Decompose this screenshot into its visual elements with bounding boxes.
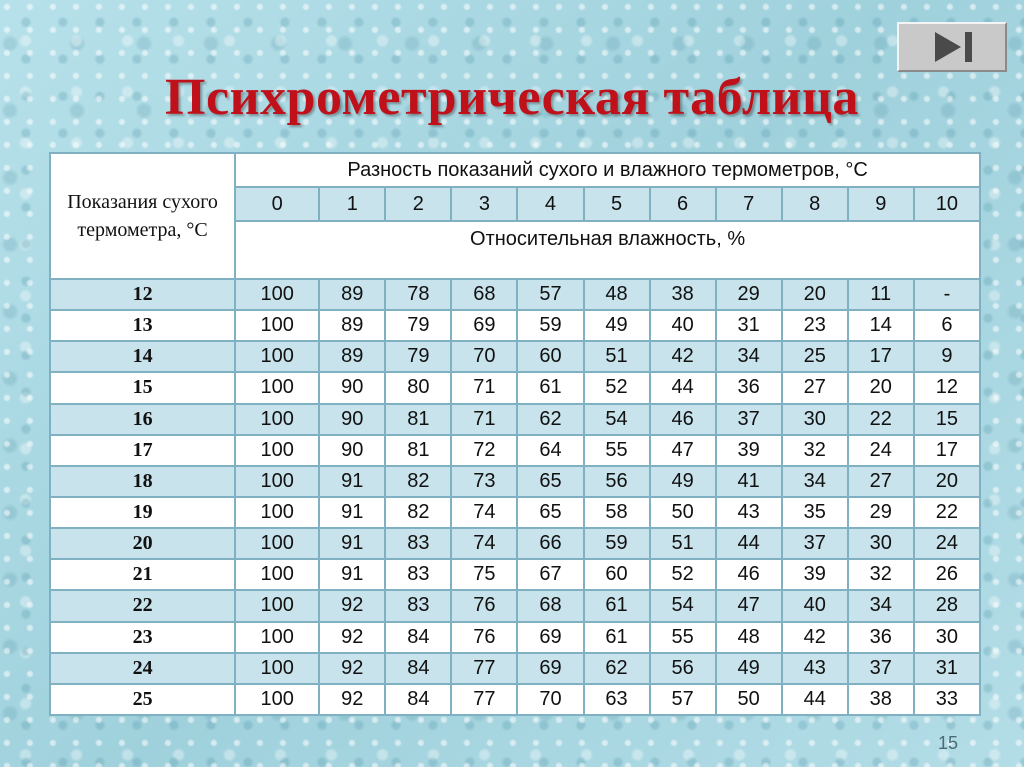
humidity-cell: 89 [319, 341, 385, 372]
humidity-cell: 78 [385, 279, 451, 310]
humidity-cell: 29 [716, 279, 782, 310]
humidity-cell: 11 [848, 279, 914, 310]
humidity-cell: 30 [914, 622, 980, 653]
humidity-cell: 61 [584, 590, 650, 621]
humidity-cell: 30 [848, 528, 914, 559]
humidity-cell: 55 [650, 622, 716, 653]
humidity-cell: 36 [848, 622, 914, 653]
humidity-cell: 42 [650, 341, 716, 372]
humidity-cell: 27 [782, 372, 848, 403]
humidity-cell: 84 [385, 684, 451, 715]
humidity-cell: 34 [716, 341, 782, 372]
humidity-cell: 32 [782, 435, 848, 466]
humidity-cell: 70 [517, 684, 583, 715]
temperature-cell: 15 [50, 372, 235, 403]
temperature-cell: 16 [50, 404, 235, 435]
humidity-cell: 91 [319, 559, 385, 590]
humidity-cell: 80 [385, 372, 451, 403]
humidity-cell: 12 [914, 372, 980, 403]
humidity-cell: 25 [782, 341, 848, 372]
humidity-cell: 83 [385, 559, 451, 590]
humidity-cell: 100 [235, 528, 319, 559]
humidity-cell: 55 [584, 435, 650, 466]
humidity-cell: 57 [517, 279, 583, 310]
humidity-cell: 35 [782, 497, 848, 528]
humidity-cell: 82 [385, 497, 451, 528]
humidity-cell: 79 [385, 341, 451, 372]
humidity-cell: 84 [385, 653, 451, 684]
humidity-cell: 61 [584, 622, 650, 653]
humidity-cell: 65 [517, 497, 583, 528]
table-row [50, 622, 980, 653]
humidity-cell: 84 [385, 622, 451, 653]
temperature-cell: 18 [50, 466, 235, 497]
humidity-cell: 92 [319, 653, 385, 684]
humidity-cell: 69 [451, 310, 517, 341]
humidity-cell: 100 [235, 372, 319, 403]
humidity-cell: 71 [451, 372, 517, 403]
difference-cell: 8 [782, 187, 848, 221]
humidity-cell: 82 [385, 466, 451, 497]
humidity-cell: 52 [584, 372, 650, 403]
humidity-cell: 26 [914, 559, 980, 590]
humidity-cell: 91 [319, 497, 385, 528]
humidity-cell: 58 [584, 497, 650, 528]
humidity-cell: 74 [451, 528, 517, 559]
humidity-cell: 52 [650, 559, 716, 590]
humidity-cell: 79 [385, 310, 451, 341]
table-row [50, 279, 980, 310]
humidity-cell: 44 [782, 684, 848, 715]
humidity-cell: 54 [584, 404, 650, 435]
humidity-cell: 68 [451, 279, 517, 310]
humidity-cell: 90 [319, 372, 385, 403]
humidity-cell: 100 [235, 341, 319, 372]
humidity-cell: 39 [716, 435, 782, 466]
humidity-cell: 54 [650, 590, 716, 621]
humidity-cell: 75 [451, 559, 517, 590]
humidity-cell: 6 [914, 310, 980, 341]
humidity-cell: 83 [385, 590, 451, 621]
difference-cell: 1 [319, 187, 385, 221]
temperature-cell: 17 [50, 435, 235, 466]
humidity-cell: 33 [914, 684, 980, 715]
humidity-cell: 42 [782, 622, 848, 653]
table-row [50, 404, 980, 435]
humidity-cell: 37 [716, 404, 782, 435]
humidity-cell: 59 [584, 528, 650, 559]
humidity-cell: 9 [914, 341, 980, 372]
humidity-cell: 20 [914, 466, 980, 497]
humidity-cell: 66 [517, 528, 583, 559]
humidity-cell: 100 [235, 310, 319, 341]
temperature-cell: 12 [50, 279, 235, 310]
humidity-cell: 68 [517, 590, 583, 621]
humidity-cell: 47 [650, 435, 716, 466]
humidity-cell: 48 [716, 622, 782, 653]
table-row [50, 466, 980, 497]
difference-cell: 2 [385, 187, 451, 221]
humidity-cell: 14 [848, 310, 914, 341]
humidity-cell: 40 [782, 590, 848, 621]
humidity-cell: 30 [782, 404, 848, 435]
table-row [50, 684, 980, 715]
difference-cell: 9 [848, 187, 914, 221]
humidity-cell: 70 [451, 341, 517, 372]
temperature-cell: 24 [50, 653, 235, 684]
humidity-cell: 24 [914, 528, 980, 559]
difference-cell: 4 [517, 187, 583, 221]
humidity-cell: 44 [716, 528, 782, 559]
next-slide-icon [899, 24, 1005, 70]
difference-cell: 5 [584, 187, 650, 221]
humidity-cell: 22 [914, 497, 980, 528]
difference-cell: 10 [914, 187, 980, 221]
humidity-cell: 92 [319, 590, 385, 621]
humidity-cell: 51 [650, 528, 716, 559]
humidity-cell: 17 [914, 435, 980, 466]
table-row [50, 653, 980, 684]
humidity-cell: 100 [235, 653, 319, 684]
humidity-cell: 100 [235, 590, 319, 621]
humidity-cell: 89 [319, 310, 385, 341]
difference-header: Разность показаний сухого и влажного термометров, °С [235, 153, 980, 187]
humidity-cell: 37 [848, 653, 914, 684]
humidity-cell: 51 [584, 341, 650, 372]
humidity-cell: 100 [235, 404, 319, 435]
temperature-cell: 23 [50, 622, 235, 653]
slide-title: Психрометрическая таблица [165, 69, 859, 126]
humidity-cell: 61 [517, 372, 583, 403]
humidity-cell: 37 [782, 528, 848, 559]
humidity-cell: 48 [584, 279, 650, 310]
temperature-cell: 19 [50, 497, 235, 528]
humidity-cell: 49 [584, 310, 650, 341]
difference-cell: 0 [235, 187, 319, 221]
humidity-cell: 43 [782, 653, 848, 684]
humidity-cell: 22 [848, 404, 914, 435]
humidity-cell: 24 [848, 435, 914, 466]
temperature-cell: 21 [50, 559, 235, 590]
humidity-cell: 91 [319, 528, 385, 559]
humidity-cell: 46 [650, 404, 716, 435]
humidity-cell: 91 [319, 466, 385, 497]
table-row [50, 372, 980, 403]
humidity-cell: 49 [650, 466, 716, 497]
humidity-cell: 100 [235, 497, 319, 528]
humidity-cell: 56 [584, 466, 650, 497]
humidity-cell: 73 [451, 466, 517, 497]
table-row [50, 559, 980, 590]
humidity-cell: 44 [650, 372, 716, 403]
humidity-cell: 74 [451, 497, 517, 528]
humidity-cell: 20 [782, 279, 848, 310]
humidity-cell: 65 [517, 466, 583, 497]
humidity-cell: 36 [716, 372, 782, 403]
table-row [50, 590, 980, 621]
humidity-cell: 31 [914, 653, 980, 684]
dry-thermometer-header: Показания сухого термометра, °С [50, 153, 235, 279]
table-row [50, 497, 980, 528]
humidity-cell: 34 [848, 590, 914, 621]
humidity-cell: 17 [848, 341, 914, 372]
humidity-cell: 69 [517, 653, 583, 684]
humidity-cell: 76 [451, 622, 517, 653]
humidity-cell: 90 [319, 404, 385, 435]
next-slide-button[interactable] [897, 22, 1007, 72]
temperature-cell: 22 [50, 590, 235, 621]
humidity-cell: 46 [716, 559, 782, 590]
humidity-cell: 67 [517, 559, 583, 590]
table-body [50, 279, 980, 715]
humidity-cell: 59 [517, 310, 583, 341]
temperature-cell: 20 [50, 528, 235, 559]
humidity-cell: 64 [517, 435, 583, 466]
humidity-cell: 20 [848, 372, 914, 403]
humidity-cell: 76 [451, 590, 517, 621]
humidity-cell: 71 [451, 404, 517, 435]
humidity-cell: - [914, 279, 980, 310]
humidity-cell: 69 [517, 622, 583, 653]
humidity-cell: 39 [782, 559, 848, 590]
humidity-cell: 28 [914, 590, 980, 621]
humidity-cell: 41 [716, 466, 782, 497]
humidity-cell: 100 [235, 435, 319, 466]
humidity-cell: 81 [385, 404, 451, 435]
difference-cell: 7 [716, 187, 782, 221]
humidity-cell: 43 [716, 497, 782, 528]
temperature-cell: 25 [50, 684, 235, 715]
difference-cell: 6 [650, 187, 716, 221]
humidity-cell: 100 [235, 559, 319, 590]
humidity-cell: 92 [319, 622, 385, 653]
humidity-cell: 47 [716, 590, 782, 621]
humidity-cell: 50 [716, 684, 782, 715]
humidity-cell: 81 [385, 435, 451, 466]
humidity-cell: 62 [517, 404, 583, 435]
humidity-cell: 62 [584, 653, 650, 684]
humidity-cell: 32 [848, 559, 914, 590]
humidity-cell: 38 [848, 684, 914, 715]
humidity-cell: 77 [451, 684, 517, 715]
temperature-cell: 13 [50, 310, 235, 341]
humidity-cell: 40 [650, 310, 716, 341]
humidity-cell: 89 [319, 279, 385, 310]
humidity-cell: 83 [385, 528, 451, 559]
humidity-cell: 77 [451, 653, 517, 684]
humidity-cell: 49 [716, 653, 782, 684]
humidity-cell: 57 [650, 684, 716, 715]
humidity-cell: 56 [650, 653, 716, 684]
table-row [50, 341, 980, 372]
difference-cell: 3 [451, 187, 517, 221]
humidity-cell: 29 [848, 497, 914, 528]
page-number: 15 [938, 733, 959, 753]
humidity-cell: 15 [914, 404, 980, 435]
humidity-cell: 60 [517, 341, 583, 372]
psychrometric-table [49, 152, 981, 716]
temperature-cell: 14 [50, 341, 235, 372]
humidity-cell: 27 [848, 466, 914, 497]
humidity-cell: 23 [782, 310, 848, 341]
humidity-cell: 100 [235, 279, 319, 310]
humidity-cell: 92 [319, 684, 385, 715]
humidity-cell: 72 [451, 435, 517, 466]
table-row [50, 435, 980, 466]
humidity-cell: 34 [782, 466, 848, 497]
table-row [50, 528, 980, 559]
humidity-cell: 50 [650, 497, 716, 528]
humidity-cell: 100 [235, 466, 319, 497]
humidity-cell: 100 [235, 684, 319, 715]
humidity-cell: 63 [584, 684, 650, 715]
humidity-header: Относительная влажность, % [235, 221, 980, 279]
humidity-cell: 38 [650, 279, 716, 310]
humidity-cell: 90 [319, 435, 385, 466]
table-row [50, 310, 980, 341]
humidity-cell: 31 [716, 310, 782, 341]
humidity-cell: 100 [235, 622, 319, 653]
humidity-cell: 60 [584, 559, 650, 590]
